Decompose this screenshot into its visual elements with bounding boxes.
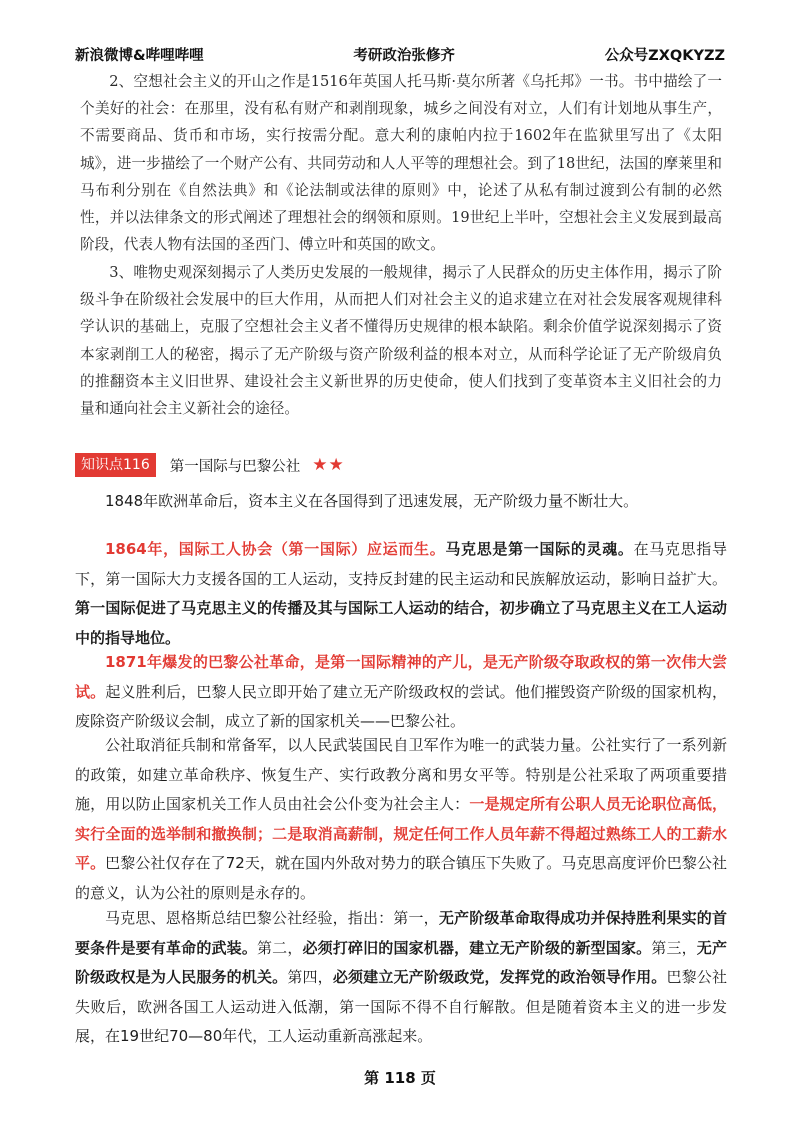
page-header <box>75 44 725 65</box>
highlight-red: 一是规定所有公职人员无论职位高低，实行全面的选举制和撤换制；二是取消高薪制，规定任何工作人员年薪不得超过熟练工人的工薪水平。 <box>75 795 727 872</box>
header-left: 新浪微博&哔哩哔哩 <box>75 48 204 64</box>
paragraph-paris-commune <box>75 648 727 737</box>
highlight-bold: 必须打碎旧的国家机器，建立无产阶级的新型国家。 <box>302 938 652 957</box>
body-text: 巴黎公社仅存在了72天，就在国内外敌对势力的联合镇压下失败了。马克思高度评价巴黎公社的意义，认为公社的原则是永存的。 <box>75 854 727 902</box>
body-text: 第四， <box>287 968 333 986</box>
star-rating-icon: ★★ <box>312 455 345 475</box>
knowledge-point-badge: 知识点116 <box>75 453 156 477</box>
paragraph-1848: 1848年欧洲革命后，资本主义在各国得到了迅速发展，无产阶级力量不断壮大。 <box>105 492 639 510</box>
paragraph-historical-materialism: 3、唯物史观深刻揭示了人类历史发展的一般规律，揭示了人民群众的历史主体作用，揭示了阶级斗争在阶级社会发展中的巨大作用，从而把人们对社会主义的追求建立在对社会发展客观规律科学认识的基础上，克服了空想社会主义者不懂得历史规律的根本缺陷。剩余价值学说深刻揭示了资本家剥削工人的秘密，揭示了无产阶级与资产阶级利益的根本对立，从而科学论证了无产阶级肩负的推翻资本主义旧世界、建设社会主义新世界的历史使命，使人们找到了变革资本主义旧社会的力量和通向社会主义新社会的途径。 <box>80 264 722 418</box>
body-text: 公社取消征兵制和常备军，以人民武装国民自卫军作为唯一的武装力量。公社实行了一系列新的政策，如建立革命秩序、恢复生产、实行政教分离和男女平等。特别是公社采取了两项重要措施，用以防止国家机关工作人员由社会公仆变为社会主人： <box>75 736 727 813</box>
paragraph-commune-policies <box>75 731 727 908</box>
paragraph-first-international <box>75 535 727 653</box>
body-text: 巴黎公社失败后，欧洲各国工人运动进入低潮，第一国际不得不自行解散。但是随着资本主义的进一步发展，在19世纪70—80年代，工人运动重新高涨起来。 <box>75 968 727 1045</box>
highlight-bold: 无产阶级政权是为人民服务的机关。 <box>75 938 727 986</box>
highlight-bold: 第一国际促进了马克思主义的传播及其与国际工人运动的结合，初步确立了马克思主义在工人运动中的指导地位。 <box>75 599 727 647</box>
paragraph-commune-lessons <box>75 904 727 1052</box>
highlight-bold: 马克思是第一国际的灵魂。 <box>445 540 634 558</box>
knowledge-point-title: 第一国际与巴黎公社 <box>169 458 301 475</box>
body-text: 在马克思指导下，第一国际大力支援各国的工人运动，支持反封建的民主运动和民族解放运动，影响日益扩大。 <box>75 540 727 588</box>
highlight-red: 1871年爆发的巴黎公社革命，是第一国际精神的产儿，是无产阶级夺取政权的第一次伟大尝试。 <box>75 653 727 701</box>
page-number: 第 118 页 <box>364 1069 436 1087</box>
header-center: 考研政治张修齐 <box>353 48 455 64</box>
body-text: 第三， <box>651 938 697 957</box>
knowledge-point-heading <box>75 453 345 477</box>
highlight-red: 1864年，国际工人协会（第一国际）应运而生。 <box>105 540 446 558</box>
highlight-bold: 无产阶级革命取得成功并保持胜利果实的首要条件是要有革命的武装。 <box>75 909 727 957</box>
highlight-bold: 必须建立无产阶级政党，发挥党的政治领导作用。 <box>332 968 667 986</box>
paragraph-utopian-socialism: 2、空想社会主义的开山之作是1516年英国人托马斯·莫尔所著《乌托邦》一书。书中描绘了一个美好的社会：在那里，没有私有财产和剥削现象，城乡之间没有对立，人们有计划地从事生产，不需要商品、货币和市场，实行按需分配。意大利的康帕内拉于1602年在监狱里写出了《太阳城》，进一步描绘了一个财产公有、共同劳动和人人平等的理想社会。到了18世纪，法国的摩莱里和马布利分别在《自然法典》和《论法制或法律的原则》中，论述了从私有制过渡到公有制的必然性，并以法律条文的形式阐述了理想社会的纲领和原则。19世纪上半叶，空想社会主义发展到最高阶段，代表人物有法国的圣西门、傅立叶和英国的欧文。 <box>80 73 722 254</box>
body-text: 马克思、恩格斯总结巴黎公社经验，指出：第一， <box>105 909 439 927</box>
header-right: 公众号ZXQKYZZ <box>604 48 725 64</box>
body-text: 起义胜利后，巴黎人民立即开始了建立无产阶级政权的尝试。他们摧毁资产阶级的国家机构，废除资产阶级议会制，成立了新的国家机关——巴黎公社。 <box>75 682 727 730</box>
body-text: 第二， <box>256 938 303 957</box>
